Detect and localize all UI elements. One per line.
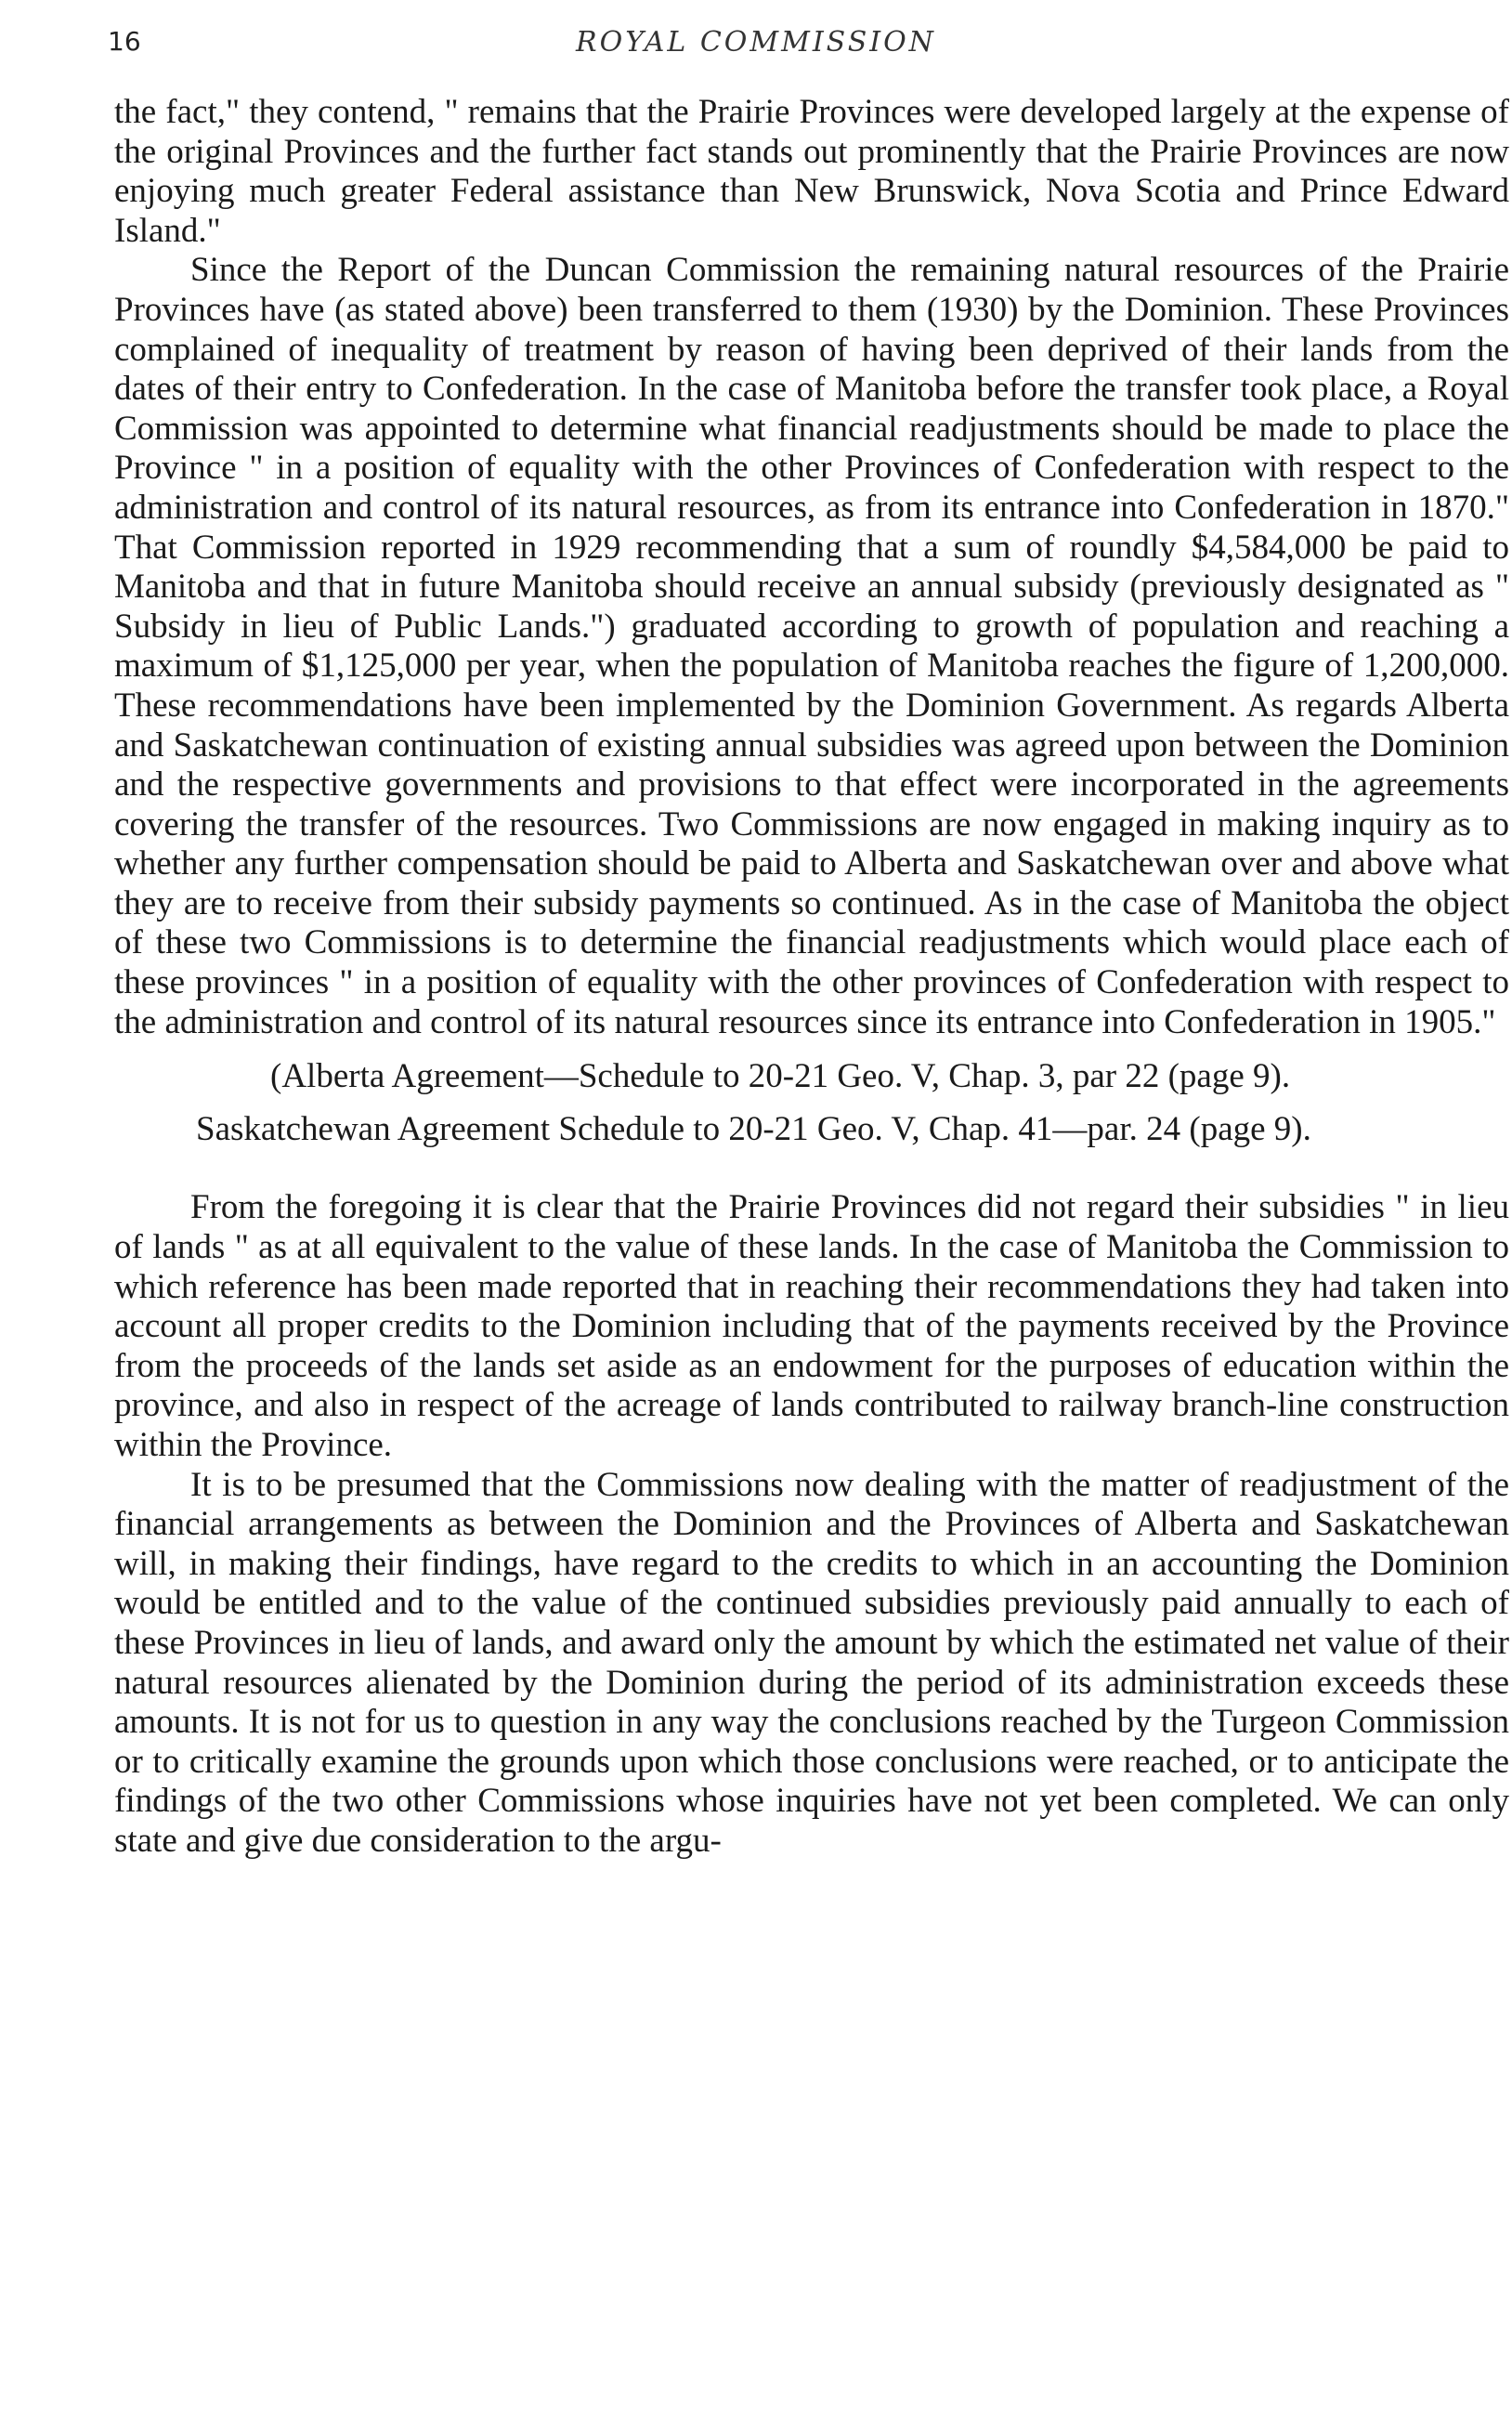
body-text <box>114 93 1509 1862</box>
paragraph-continuation: the fact," they contend, " remains that the Prairie Provinces were developed largely at the expense of the original Provinces and the further fact stands out prominently that the Prairie Provinces are now enjoying much greater Federal assistance than New Brunswick, Nova Scotia and Prince Edward Island." <box>114 93 1509 250</box>
running-title: ROYAL COMMISSION <box>576 26 936 59</box>
page-number: 16 <box>108 26 141 57</box>
paragraph-foregoing: From the foregoing it is clear that the Prairie Provinces did not regard their subsidies " in lieu of lands " as at all equivalent to the value of these lands. In the case of Manitoba the Commission to which reference has been made reported that in reaching their recommendations they had taken into account all proper credits to the Dominion including that of the payments received by the Province from the proceeds of the lands set aside as an endowment for the purposes of education within the province, and also in respect of the acreage of lands contributed to railway branch-line construction within the Province. <box>114 1188 1509 1464</box>
citation-alberta-agreement: (Alberta Agreement—Schedule to 20-21 Geo. V, Chap. 3, par 22 (page 9). <box>270 1057 1291 1096</box>
citation-saskatchewan-agreement: Saskatchewan Agreement Schedule to 20-21 Geo. V, Chap. 41—par. 24 (page 9). <box>196 1109 1311 1148</box>
paragraph-presumed: It is to be presumed that the Commissions now dealing with the matter of readjustment of the financial arrangements as between the Dominion and the Provinces of Alberta and Saskatchewan will, in making their findings, have regard to the credits to which in an accounting the Dominion would be entitled and to the value of the continued subsidies previously paid annually to each of these Provinces in lieu of lands, and award only the amount by which the estimated net value of their natural resources alienated by the Dominion during the period of its administration exceeds these amounts. It is not for us to question in any way the conclusions reached by the Turgeon Commission or to critically examine the grounds upon which those conclusions were reached, or to anticipate the findings of the two other Commissions whose inquiries have not yet been completed. We can only state and give due consideration to the argu- <box>114 1465 1509 1860</box>
paragraph-duncan-commission: Since the Report of the Duncan Commission the remaining natural resources of the Prairie Provinces have (as stated above) been transferred to them (1930) by the Dominion. These Provinces complained of inequality of treatment by reason of having been deprived of their lands from the dates of their entry to Confederation. In the case of Manitoba before the transfer took place, a Royal Commission was appointed to determine what financial readjustments should be made to place the Province " in a position of equality with the other Provinces of Confederation with respect to the administration and control of its natural resources, as from its entrance into Confederation in 1870." That Commission reported in 1929 recommending that a sum of roundly $4,584,000 be paid to Manitoba and that in future Manitoba should receive an annual subsidy (previously designated as " Subsidy in lieu of Public Lands.") graduated according to growth of population and reaching a maximum of $1,125,000 per year, when the population of Manitoba reaches the figure of 1,200,000. These recommendations have been implemented by the Dominion Government. As regards Alberta and Saskatchewan continuation of existing annual subsidies was agreed upon between the Dominion and the respective governments and provisions to that effect were incorporated in the agreements covering the transfer of the resources. Two Commissions are now engaged in making inquiry as to whether any further compensation should be paid to Alberta and Saskatchewan over and above what they are to receive from their subsidy payments so continued. As in the case of Manitoba the object of these two Commissions is to determine the financial readjustments which would place each of these provinces " in a position of equality with the other provinces of Confederation with respect to the administration and control of its natural resources since its entrance into Confederation in 1905." <box>114 251 1509 1041</box>
